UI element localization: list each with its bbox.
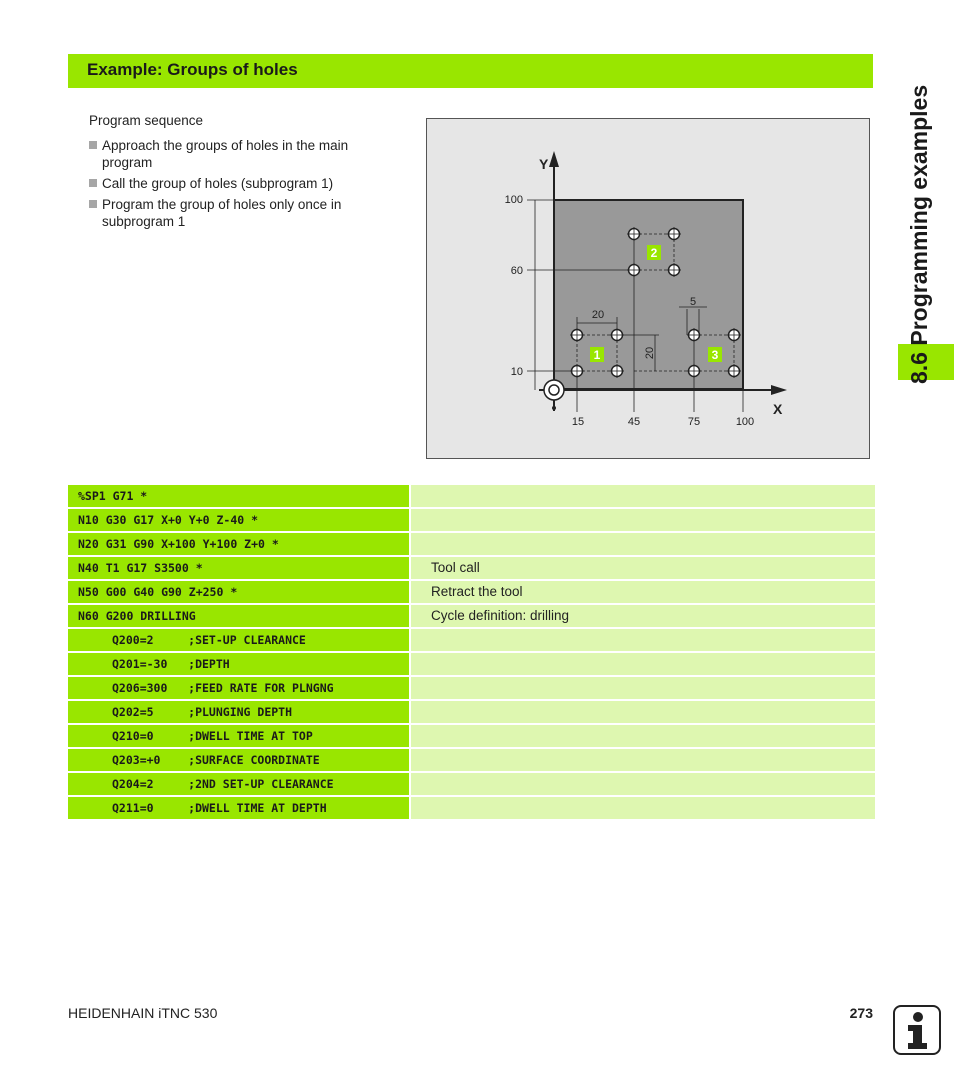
table-row: [68, 701, 875, 723]
code-cell: Q203=+0 ;SURFACE COORDINATE: [68, 749, 409, 771]
program-listing: [68, 485, 875, 821]
y-axis-arrow: [549, 151, 559, 167]
table-row: [68, 629, 875, 651]
code-cell: Q211=0 ;DWELL TIME AT DEPTH: [68, 797, 409, 819]
dimension-label: 20: [644, 346, 656, 360]
table-row: [68, 605, 875, 627]
table-row: [68, 797, 875, 819]
desc-cell: Retract the tool: [411, 581, 875, 603]
code-cell: Q201=-30 ;DEPTH: [68, 653, 409, 675]
code-cell: Q200=2 ;SET-UP CLEARANCE: [68, 629, 409, 651]
table-row: [68, 749, 875, 771]
x-axis-arrow: [771, 385, 787, 395]
group-label: 1: [593, 348, 601, 362]
code-cell: N10 G30 G17 X+0 Y+0 Z-40 *: [68, 509, 409, 531]
code-cell: N50 G00 G40 G90 Z+250 *: [68, 581, 409, 603]
section-title: Example: Groups of holes: [68, 54, 873, 88]
dimension-label: 20: [591, 309, 605, 321]
table-row: [68, 773, 875, 795]
bullet-square-icon: [89, 179, 97, 187]
desc-cell: [411, 749, 875, 771]
info-icon: [893, 1005, 941, 1055]
y-tick-label: 10: [510, 366, 523, 378]
desc-cell: [411, 677, 875, 699]
intro-bullet-list: [89, 137, 389, 230]
origin-symbol: [544, 380, 564, 400]
y-tick-label: 60: [510, 265, 523, 277]
list-item: Program the group of holes only once in subprogram 1: [89, 196, 389, 230]
code-cell: Q210=0 ;DWELL TIME AT TOP: [68, 725, 409, 747]
group-label: 2: [650, 246, 658, 260]
code-cell: Q202=5 ;PLUNGING DEPTH: [68, 701, 409, 723]
table-row: [68, 581, 875, 603]
code-cell: N20 G31 G90 X+100 Y+100 Z+0 *: [68, 533, 409, 555]
code-cell: N60 G200 DRILLING: [68, 605, 409, 627]
table-row: [68, 557, 875, 579]
x-tick-label: 45: [627, 416, 641, 428]
table-row: [68, 533, 875, 555]
bullet-square-icon: [89, 200, 97, 208]
x-axis-label: X: [773, 401, 783, 417]
table-row: [68, 725, 875, 747]
list-item: Call the group of holes (subprogram 1): [89, 175, 389, 192]
x-tick-label: 15: [571, 416, 585, 428]
holes-drawing: [426, 118, 870, 459]
group-label: 3: [711, 348, 719, 362]
desc-cell: [411, 701, 875, 723]
chapter-heading: 8.6 Programming examples: [906, 84, 932, 384]
x-tick-label: 100: [735, 416, 755, 428]
desc-cell: [411, 509, 875, 531]
desc-cell: [411, 797, 875, 819]
desc-cell: [411, 629, 875, 651]
code-cell: %SP1 G71 *: [68, 485, 409, 507]
desc-cell: [411, 533, 875, 555]
code-cell: Q206=300 ;FEED RATE FOR PLNGNG: [68, 677, 409, 699]
x-tick-label: 75: [687, 416, 701, 428]
bullet-square-icon: [89, 141, 97, 149]
table-row: [68, 485, 875, 507]
code-cell: N40 T1 G17 S3500 *: [68, 557, 409, 579]
table-row: [68, 677, 875, 699]
desc-cell: Tool call: [411, 557, 875, 579]
page-number: 273: [849, 1005, 873, 1021]
table-row: [68, 653, 875, 675]
desc-cell: [411, 773, 875, 795]
code-cell: Q204=2 ;2ND SET-UP CLEARANCE: [68, 773, 409, 795]
list-item: Approach the groups of holes in the main program: [89, 137, 389, 171]
holes-drawing-svg: [427, 119, 871, 460]
desc-cell: [411, 653, 875, 675]
dimension-label: 5: [689, 296, 697, 308]
y-axis-label: Y: [539, 156, 549, 172]
desc-cell: [411, 485, 875, 507]
y-tick-label: 100: [504, 194, 523, 206]
intro-heading: Program sequence: [89, 113, 204, 128]
desc-cell: Cycle definition: drilling: [411, 605, 875, 627]
intro-block: [89, 112, 389, 234]
desc-cell: [411, 725, 875, 747]
table-row: [68, 509, 875, 531]
footer-product: HEIDENHAIN iTNC 530: [68, 1005, 218, 1021]
